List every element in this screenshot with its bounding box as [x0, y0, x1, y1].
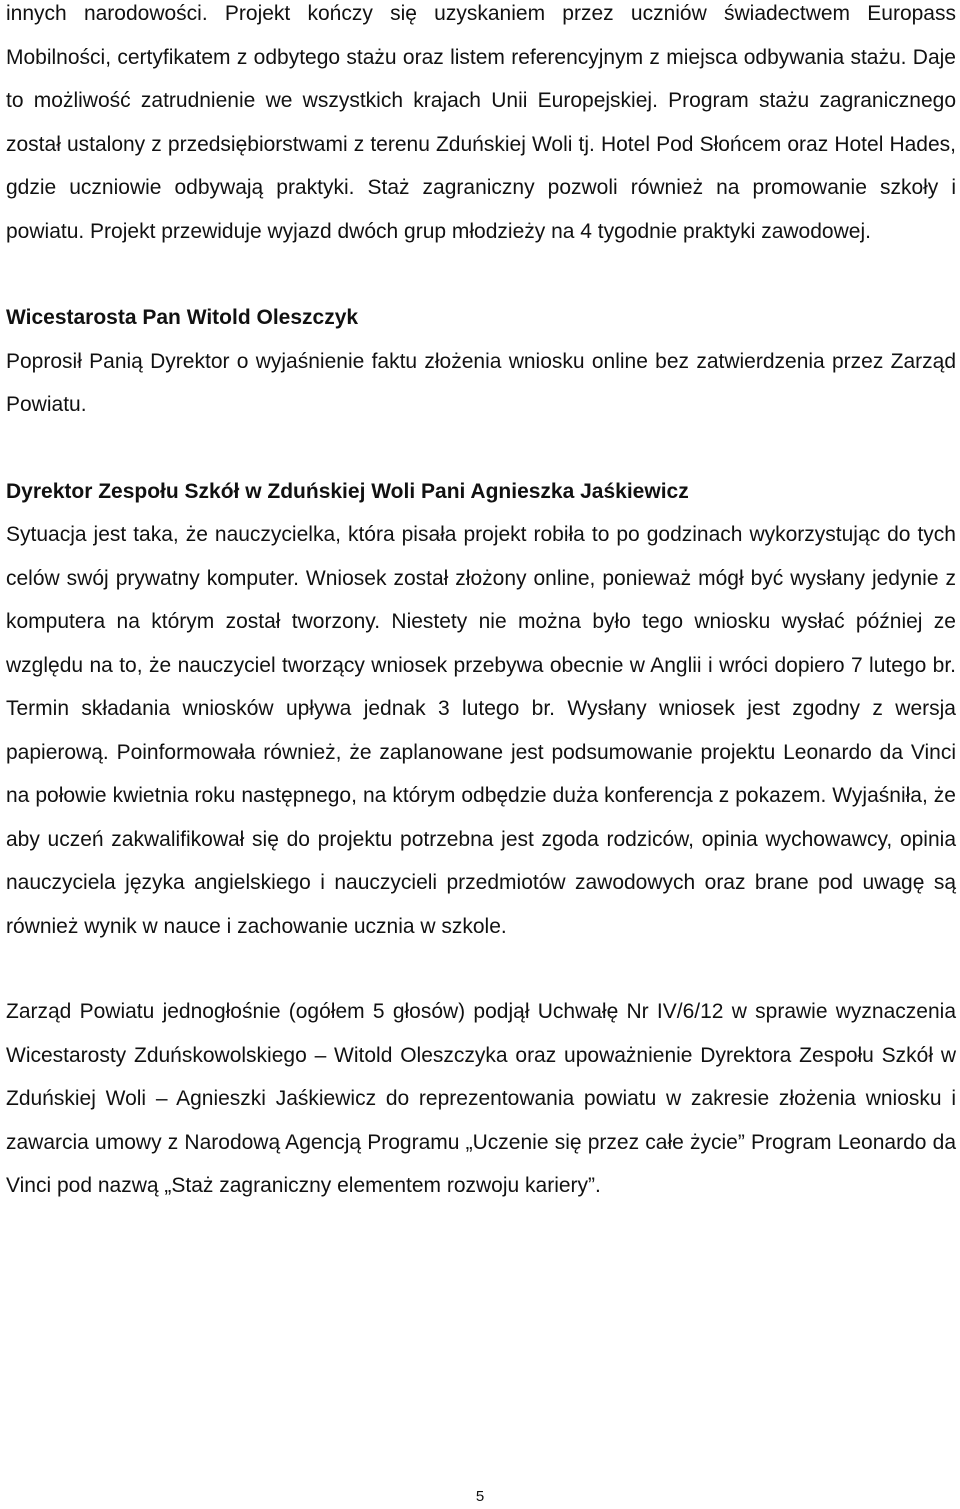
paragraph-project-description: innych narodowości. Projekt kończy się uzyskaniem przez uczniów świadectwem Europass Mobilności, certyfikatem z odbytego stażu oraz listem referencyjnym z miejsca odbywania stażu. Daje to możliwość zatrudnienie we wszystkich krajach Unii Europejskiej. Program stażu zagranicznego został ustalony z przedsiębiorstwami z terenu Zduńskiej Woli tj. Hotel Pod Słońcem oraz Hotel Hades, gdzie uczniowie odbywają praktyki. Staż zagraniczny pozwoli również na promowanie szkoły i powiatu. Projekt przewiduje wyjazd dwóch grup młodzieży na 4 tygodnie praktyki zawodowej. [6, 2, 956, 243]
paragraph-spacer [6, 253, 956, 296]
paragraph-spacer [6, 427, 956, 470]
document-page [6, 0, 956, 1208]
paragraph-wicestarosta-question: Poprosił Panią Dyrektor o wyjaśnienie faktu złożenia wniosku online bez zatwierdzenia przez Zarząd Powiatu. [6, 349, 956, 416]
speaker-heading-dyrektor: Dyrektor Zespołu Szkół w Zduńskiej Woli Pani Agnieszka Jaśkiewicz [6, 479, 689, 503]
paragraph-dyrektor-explanation: Sytuacja jest taka, że nauczycielka, która pisała projekt robiła to po godzinach wykorzystując do tych celów swój prywatny komputer. Wniosek został złożony online, ponieważ mógł być wysłany jedynie z komputera na którym został tworzony. Niestety nie można było tego wniosku wysłać później ze względu na to, że nauczyciel tworzący wniosek przebywa obecnie w Anglii i wróci dopiero 7 lutego br. Termin składania wniosków upływa jednak 3 lutego br. Wysłany wniosek jest zgodny z wersja papierową. Poinformowała również, że zaplanowane jest podsumowanie projektu Leonardo da Vinci na połowie kwietnia roku następnego, na którym odbędzie duża konferencja z pokazem. Wyjaśniła, że aby uczeń zakwalifikował się do projektu potrzebna jest zgoda rodziców, opinia wychowawcy, opinia nauczyciela języka angielskiego i nauczycieli przedmiotów zawodowych oraz brane pod uwagę są również wynik w nauce i zachowanie ucznia w szkole. [6, 523, 956, 938]
paragraph-resolution: Zarząd Powiatu jednogłośnie (ogółem 5 głosów) podjął Uchwałę Nr IV/6/12 w sprawie wyznaczenia Wicestarosty Zduńskowolskiego – Witold Oleszczyka oraz upoważnienie Dyrektora Zespołu Szkół w Zduńskiej Woli – Agnieszki Jaśkiewicz do reprezentowania powiatu w zakresie złożenia wniosku i zawarcia umowy z Narodową Agencją Programu „Uczenie się przez całe życie” Program Leonardo da Vinci pod nazwą „Staż zagraniczny elementem rozwoju kariery”. [6, 1000, 956, 1197]
page-number: 5 [475, 1488, 485, 1505]
speaker-heading-wicestarosta: Wicestarosta Pan Witold Oleszczyk [6, 306, 359, 329]
paragraph-spacer [6, 948, 956, 990]
